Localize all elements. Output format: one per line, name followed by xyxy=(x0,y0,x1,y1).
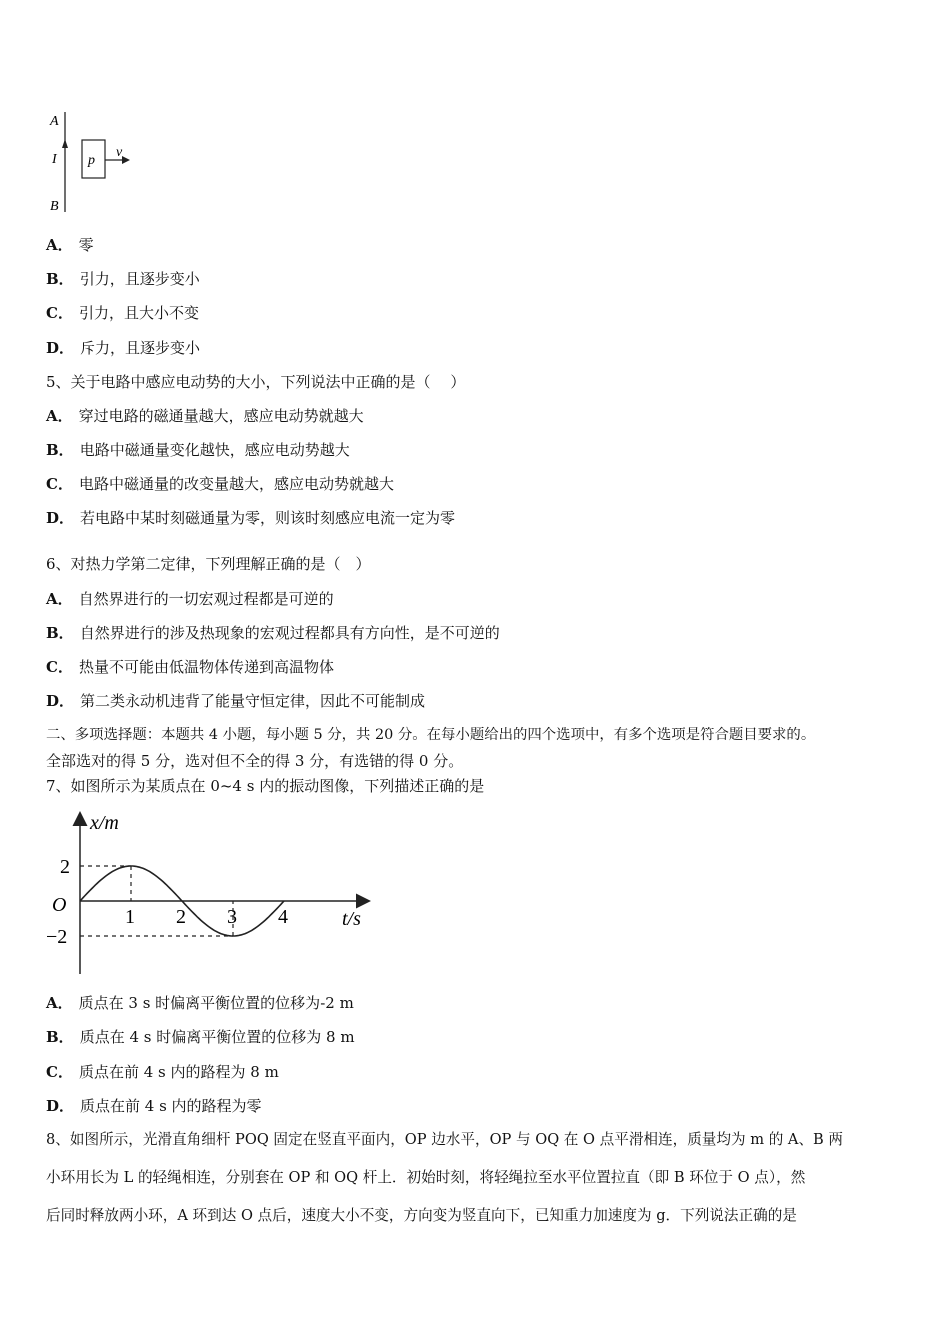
q5-stem: 5、关于电路中感应电动势的大小，下列说法中正确的是（ ） xyxy=(46,373,466,391)
q8-line3: 后同时释放两小环，A 环到达 O 点后，速度大小不变，方向变为竖直向下，已知重力加速度为 g．下列说法正确的是 xyxy=(46,1207,797,1224)
x-axis-label: t/s xyxy=(342,908,361,930)
q5-option-b: B． 电路中磁通量变化越快，感应电动势越大 xyxy=(46,441,350,459)
q6-option-c: C． 热量不可能由低温物体传递到高温物体 xyxy=(46,658,334,676)
y-axis-label: x/m xyxy=(90,812,119,834)
y-tick-label: 2 xyxy=(60,856,70,878)
q6-stem: 6、对热力学第二定律，下列理解正确的是（ ） xyxy=(46,555,371,573)
y-tick-label: −2 xyxy=(46,926,68,948)
x-tick-label: 2 xyxy=(176,906,186,928)
q7-option-d: D． 质点在前 4 s 内的路程为零 xyxy=(46,1097,262,1115)
oscillation-chart xyxy=(40,806,380,978)
q7-option-b: B． 质点在 4 s 时偏离平衡位置的位移为 8 m xyxy=(46,1028,355,1046)
q6-option-a: A． 自然界进行的一切宏观过程都是可逆的 xyxy=(46,590,334,608)
q6-option-d: D． 第二类永动机违背了能量守恒定律，因此不可能制成 xyxy=(46,692,426,710)
q5-option-a: A． 穿过电路的磁通量越大，感应电动势就越大 xyxy=(46,407,364,425)
label-p: p xyxy=(88,153,95,168)
label-v: v xyxy=(116,145,123,160)
x-tick-label: 1 xyxy=(125,906,135,928)
q4-option-a: A． 零 xyxy=(46,236,94,254)
velocity-arrowhead xyxy=(122,156,130,164)
chart-ticks xyxy=(46,856,288,948)
q8-line1: 8、如图所示，光滑直角细杆 POQ 固定在竖直平面内，OP 边水平，OP 与 OQ 在 O 点平滑相连，质量均为 m 的 A、B 两 xyxy=(46,1131,844,1148)
q4-option-b: B． 引力，且逐步变小 xyxy=(46,270,200,288)
q7-option-c: C． 质点在前 4 s 内的路程为 8 m xyxy=(46,1063,279,1081)
x-tick-label: 4 xyxy=(278,906,288,928)
q5-option-d: D． 若电路中某时刻磁通量为零，则该时刻感应电流一定为零 xyxy=(46,509,456,527)
label-i: I xyxy=(52,152,57,167)
current-arrow xyxy=(62,139,68,148)
q5-option-c: C． 电路中磁通量的改变量越大，感应电动势就越大 xyxy=(46,475,394,493)
x-tick-label: 3 xyxy=(227,906,237,928)
q4-option-d: D． 斥力，且逐步变小 xyxy=(46,339,201,357)
q4-option-c: C． 引力，且大小不变 xyxy=(46,304,199,322)
q7-stem: 7、如图所示为某质点在 0~4 s 内的振动图像，下列描述正确的是 xyxy=(46,777,485,795)
wire-loop-figure xyxy=(44,106,144,218)
q6-option-b: B． 自然界进行的涉及热现象的宏观过程都具有方向性，是不可逆的 xyxy=(46,624,500,642)
q8-line2: 小环用长为 L 的轻绳相连，分别套在 OP 和 OQ 杆上．初始时刻，将轻绳拉至水平位置拉直（即 B 环位于 O 点），然 xyxy=(46,1169,806,1186)
origin-label: O xyxy=(52,894,67,916)
section2-line1: 二、多项选择题：本题共 4 小题，每小题 5 分，共 20 分。在每小题给出的四个选项中，有多个选项是符合题目要求的。 xyxy=(46,727,816,743)
label-b: B xyxy=(50,199,59,214)
q7-option-a: A． 质点在 3 s 时偏离平衡位置的位移为-2 m xyxy=(46,994,354,1012)
label-a: A xyxy=(50,114,59,129)
section2-line2: 全部选对的得 5 分，选对但不全的得 3 分，有选错的得 0 分。 xyxy=(46,752,464,770)
